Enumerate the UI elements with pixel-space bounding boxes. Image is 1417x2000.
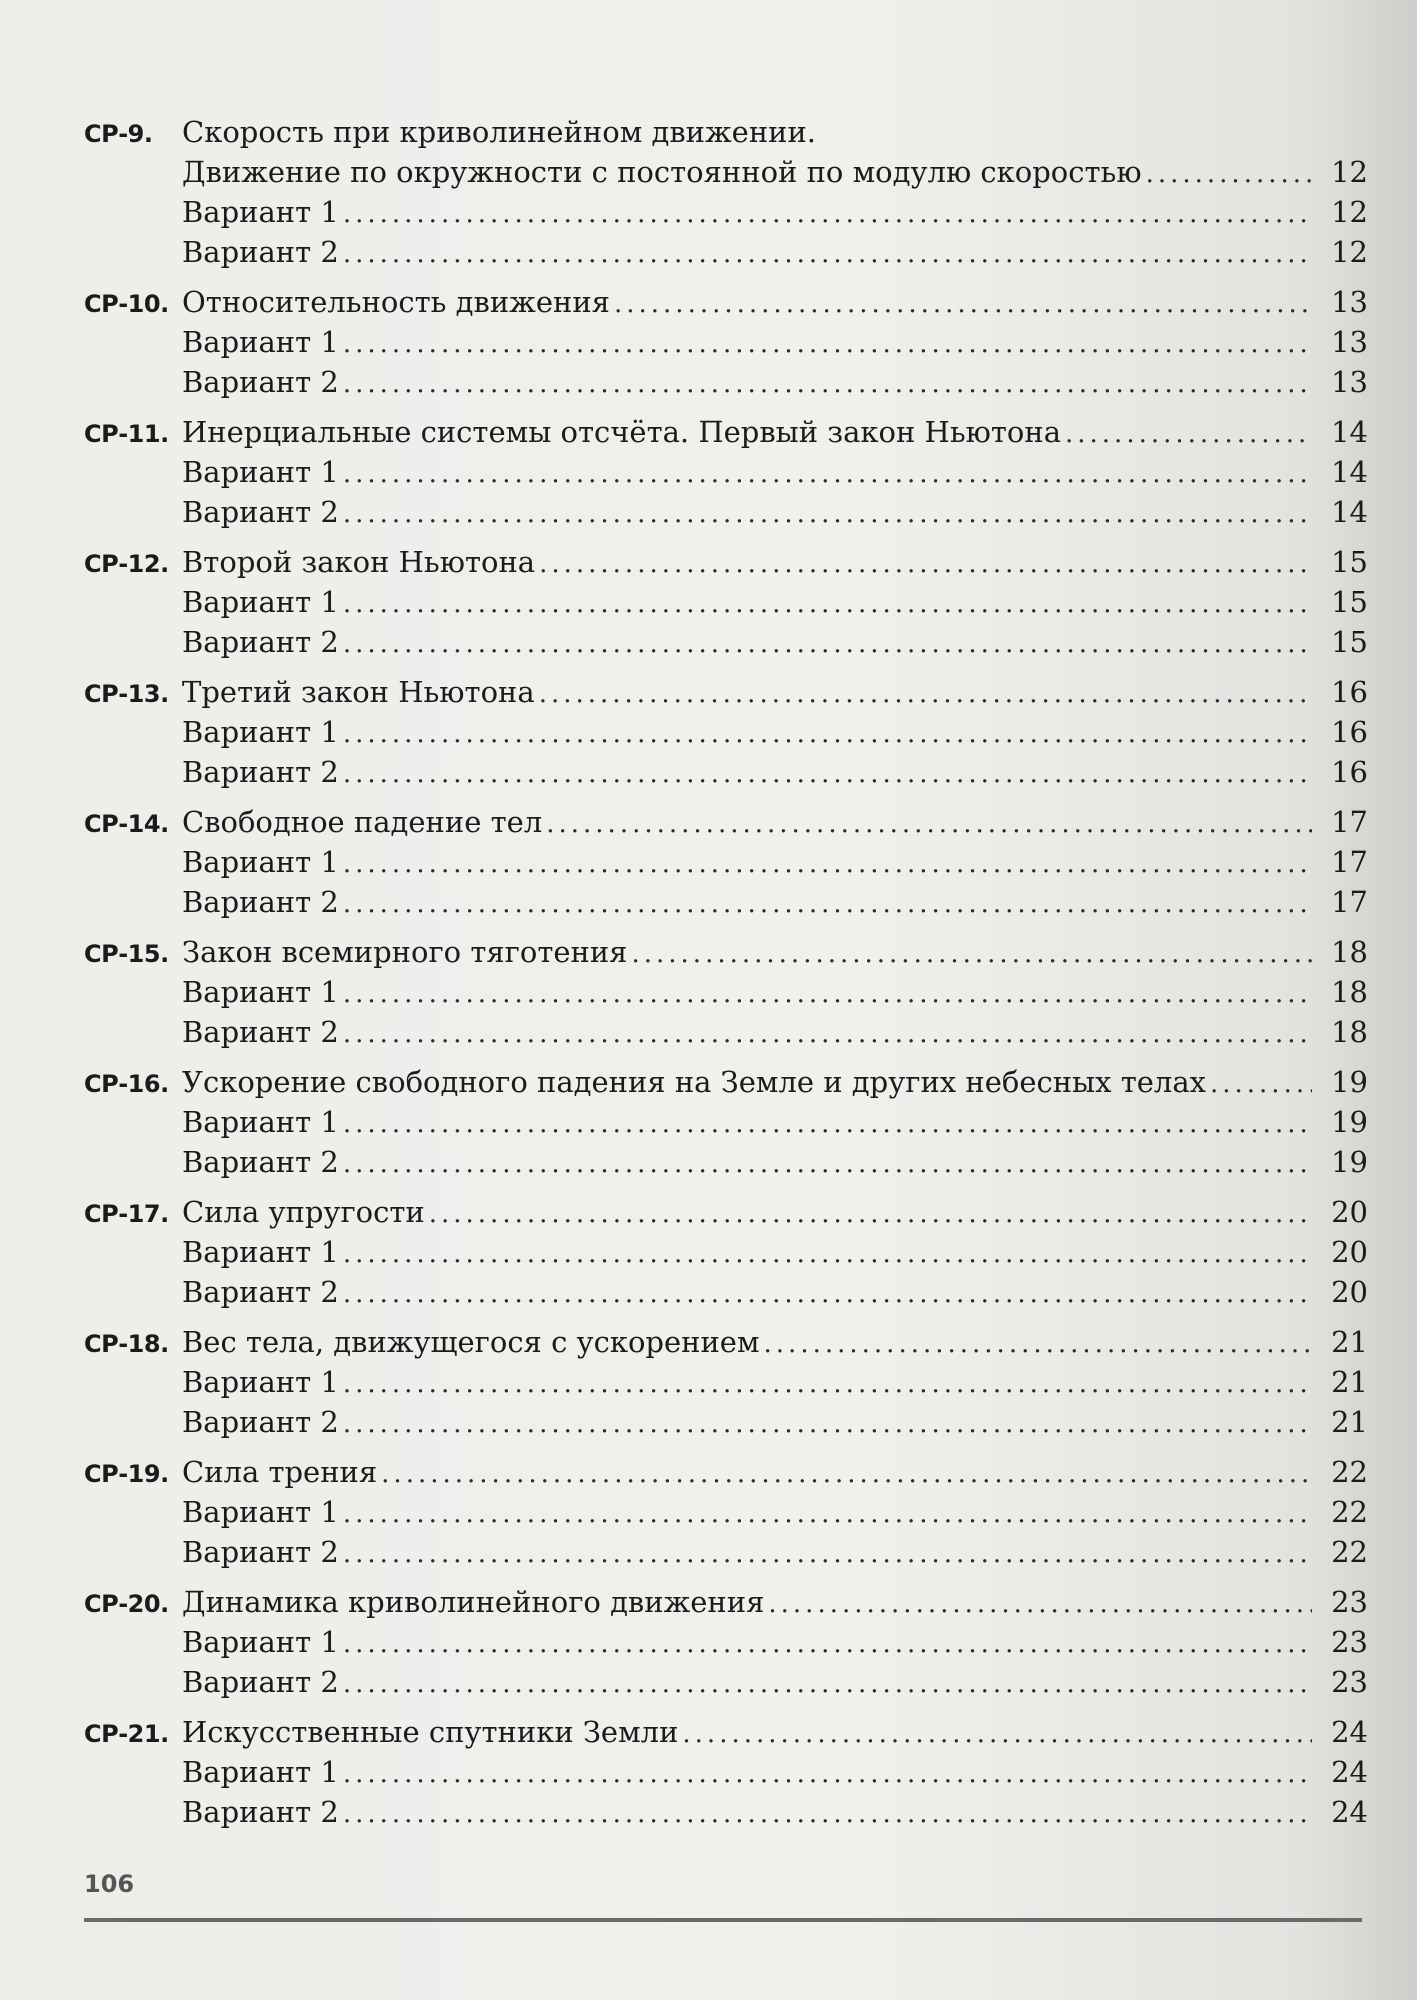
toc-title: Третий закон Ньютона bbox=[182, 675, 535, 709]
toc-title: Ускорение свободного падения на Земле и других небесных телах bbox=[182, 1065, 1206, 1099]
toc-page-number: 13 bbox=[1331, 365, 1368, 399]
dot-leader bbox=[343, 234, 1312, 274]
toc-page-number: 19 bbox=[1331, 1145, 1368, 1179]
toc-page-number: 21 bbox=[1331, 1365, 1368, 1399]
toc-subline[interactable] bbox=[84, 752, 1368, 792]
toc-entry bbox=[84, 802, 1368, 922]
toc-title: Вариант 1 bbox=[182, 975, 339, 1009]
toc-subline[interactable] bbox=[84, 882, 1368, 922]
section-code: СР-18. bbox=[84, 1330, 169, 1358]
dot-leader bbox=[1065, 414, 1312, 454]
section-code: СР-19. bbox=[84, 1460, 169, 1488]
toc-page-number: 18 bbox=[1331, 935, 1368, 969]
dot-leader bbox=[381, 1454, 1312, 1494]
dot-leader bbox=[539, 544, 1312, 584]
dot-leader bbox=[343, 974, 1312, 1014]
toc-title: Сила трения bbox=[182, 1455, 378, 1489]
toc-title: Вариант 2 bbox=[182, 625, 339, 659]
toc-page-number: 21 bbox=[1331, 1325, 1368, 1359]
toc-page-number: 19 bbox=[1331, 1105, 1368, 1139]
toc-heading-line[interactable] bbox=[84, 1192, 1368, 1232]
toc-page-number: 14 bbox=[1331, 495, 1368, 529]
dot-leader bbox=[343, 844, 1312, 884]
dot-leader bbox=[343, 1364, 1312, 1404]
toc-title: Вариант 1 bbox=[182, 1235, 339, 1269]
toc-page-number: 13 bbox=[1331, 285, 1368, 319]
toc-page-number: 14 bbox=[1331, 455, 1368, 489]
toc-heading-line[interactable] bbox=[84, 412, 1368, 452]
section-code: СР-10. bbox=[84, 290, 169, 318]
toc-page-number: 21 bbox=[1331, 1405, 1368, 1439]
toc-title: Вариант 2 bbox=[182, 1665, 339, 1699]
dot-leader bbox=[343, 1234, 1312, 1274]
toc-page-number: 19 bbox=[1331, 1065, 1368, 1099]
dot-leader bbox=[343, 1494, 1312, 1534]
toc-entry bbox=[84, 282, 1368, 402]
dot-leader bbox=[343, 194, 1312, 234]
toc-page-number: 23 bbox=[1331, 1625, 1368, 1659]
toc-page-number: 16 bbox=[1331, 715, 1368, 749]
dot-leader bbox=[343, 1404, 1312, 1444]
dot-leader bbox=[682, 1714, 1312, 1754]
toc-page-number: 14 bbox=[1331, 415, 1368, 449]
toc-title: Закон всемирного тяготения bbox=[182, 935, 628, 969]
toc-subline[interactable] bbox=[84, 1142, 1368, 1182]
toc-title: Вариант 1 bbox=[182, 1625, 339, 1659]
toc-page-number: 13 bbox=[1331, 325, 1368, 359]
toc-title: Вариант 1 bbox=[182, 195, 339, 229]
toc-page-number: 20 bbox=[1331, 1195, 1368, 1229]
toc-heading-line[interactable] bbox=[84, 1062, 1368, 1102]
toc-subline[interactable] bbox=[84, 1622, 1368, 1662]
section-code: СР-16. bbox=[84, 1070, 169, 1098]
section-code: СР-11. bbox=[84, 420, 169, 448]
toc-page-number: 16 bbox=[1331, 675, 1368, 709]
toc-subline[interactable] bbox=[84, 232, 1368, 272]
toc-title: Вариант 2 bbox=[182, 755, 339, 789]
toc-page-number: 20 bbox=[1331, 1235, 1368, 1269]
toc-title: Вариант 2 bbox=[182, 1145, 339, 1179]
toc-title: Вариант 1 bbox=[182, 845, 339, 879]
section-code: СР-17. bbox=[84, 1200, 169, 1228]
dot-leader bbox=[343, 624, 1312, 664]
toc-title: Вариант 1 bbox=[182, 1495, 339, 1529]
toc-heading-line[interactable] bbox=[84, 1712, 1368, 1752]
dot-leader bbox=[343, 324, 1312, 364]
toc-heading-line[interactable] bbox=[84, 1322, 1368, 1362]
dot-leader bbox=[429, 1194, 1312, 1234]
section-code: СР-21. bbox=[84, 1720, 169, 1748]
toc-page-number: 22 bbox=[1331, 1455, 1368, 1489]
toc-title: Вариант 2 bbox=[182, 235, 339, 269]
toc-title: Вариант 2 bbox=[182, 885, 339, 919]
toc-page-number: 15 bbox=[1331, 545, 1368, 579]
footer-rule bbox=[84, 1918, 1362, 1922]
dot-leader bbox=[343, 714, 1312, 754]
toc-subline[interactable] bbox=[84, 972, 1368, 1012]
dot-leader bbox=[764, 1324, 1312, 1364]
toc-page-number: 16 bbox=[1331, 755, 1368, 789]
toc-page-number: 23 bbox=[1331, 1665, 1368, 1699]
toc-title: Вариант 1 bbox=[182, 1755, 339, 1789]
toc-subline[interactable] bbox=[84, 322, 1368, 362]
section-code: СР-14. bbox=[84, 810, 169, 838]
toc-subline[interactable] bbox=[84, 1232, 1368, 1272]
toc-subline[interactable] bbox=[84, 1402, 1368, 1442]
toc-title: Вариант 2 bbox=[182, 1535, 339, 1569]
dot-leader bbox=[343, 1754, 1312, 1794]
toc-entry bbox=[84, 932, 1368, 1052]
toc-page-number: 15 bbox=[1331, 585, 1368, 619]
dot-leader bbox=[343, 1274, 1312, 1314]
toc-subline[interactable] bbox=[84, 1012, 1368, 1052]
section-code: СР-9. bbox=[84, 120, 153, 148]
toc-title: Вариант 1 bbox=[182, 325, 339, 359]
toc-heading-line[interactable] bbox=[84, 542, 1368, 582]
toc-subline[interactable] bbox=[84, 362, 1368, 402]
toc-page-number: 17 bbox=[1331, 885, 1368, 919]
toc-entry bbox=[84, 112, 1368, 272]
toc-heading-line[interactable] bbox=[84, 932, 1368, 972]
toc-page-number: 23 bbox=[1331, 1585, 1368, 1619]
toc-title: Вариант 2 bbox=[182, 1015, 339, 1049]
dot-leader bbox=[343, 1104, 1312, 1144]
toc-page-number: 12 bbox=[1331, 235, 1368, 269]
dot-leader bbox=[631, 934, 1312, 974]
toc-title: Вариант 2 bbox=[182, 495, 339, 529]
toc-subline[interactable] bbox=[84, 452, 1368, 492]
section-code: СР-13. bbox=[84, 680, 169, 708]
toc-page-number: 18 bbox=[1331, 1015, 1368, 1049]
toc-title: Вариант 1 bbox=[182, 715, 339, 749]
toc-subline[interactable] bbox=[84, 1532, 1368, 1572]
toc-title: Вариант 1 bbox=[182, 455, 339, 489]
toc-title: Вариант 2 bbox=[182, 1275, 339, 1309]
toc-page-number: 17 bbox=[1331, 845, 1368, 879]
toc-page-number: 18 bbox=[1331, 975, 1368, 1009]
dot-leader bbox=[343, 1534, 1312, 1574]
toc-page-number: 12 bbox=[1331, 195, 1368, 229]
toc-title: Вариант 2 bbox=[182, 1405, 339, 1439]
dot-leader bbox=[343, 1624, 1312, 1664]
section-code: СР-12. bbox=[84, 550, 169, 578]
toc-subline[interactable] bbox=[84, 152, 1368, 192]
toc-subline[interactable] bbox=[84, 1272, 1368, 1312]
dot-leader bbox=[343, 494, 1312, 534]
toc-entry bbox=[84, 1062, 1368, 1182]
toc-page-number: 15 bbox=[1331, 625, 1368, 659]
toc-heading-line[interactable] bbox=[84, 802, 1368, 842]
toc-heading-line[interactable] bbox=[84, 1452, 1368, 1492]
section-code: СР-20. bbox=[84, 1590, 169, 1618]
dot-leader bbox=[343, 1664, 1312, 1704]
toc-subline[interactable] bbox=[84, 1492, 1368, 1532]
toc-page-number: 24 bbox=[1331, 1755, 1368, 1789]
toc-entry bbox=[84, 412, 1368, 532]
toc-title: Второй закон Ньютона bbox=[182, 545, 536, 579]
toc-subline[interactable] bbox=[84, 1752, 1368, 1792]
toc-page-number: 22 bbox=[1331, 1535, 1368, 1569]
dot-leader bbox=[343, 754, 1312, 794]
toc-title: Свободное падение тел bbox=[182, 805, 543, 839]
toc-page-number: 24 bbox=[1331, 1795, 1368, 1829]
dot-leader bbox=[1146, 154, 1312, 194]
dot-leader bbox=[343, 584, 1312, 624]
toc-subline[interactable] bbox=[84, 1662, 1368, 1702]
toc-page-number: 17 bbox=[1331, 805, 1368, 839]
toc-title: Вес тела, движущегося с ускорением bbox=[182, 1325, 760, 1359]
toc-subline[interactable] bbox=[84, 622, 1368, 662]
toc-title: Вариант 1 bbox=[182, 1105, 339, 1139]
dot-leader bbox=[343, 364, 1312, 404]
toc-title: Скорость при криволинейном движении. bbox=[182, 115, 817, 149]
toc-title: Вариант 1 bbox=[182, 585, 339, 619]
toc-heading-line[interactable] bbox=[84, 1582, 1368, 1622]
toc-heading-line[interactable] bbox=[84, 672, 1368, 712]
toc-entry bbox=[84, 672, 1368, 792]
toc-subline[interactable] bbox=[84, 712, 1368, 752]
toc-entry bbox=[84, 1582, 1368, 1702]
dot-leader bbox=[343, 1794, 1312, 1834]
toc-entry bbox=[84, 542, 1368, 662]
toc-heading-line[interactable] bbox=[84, 112, 1368, 152]
dot-leader bbox=[343, 1014, 1312, 1054]
toc-entry bbox=[84, 1322, 1368, 1442]
toc-page-number: 22 bbox=[1331, 1495, 1368, 1529]
toc-subline[interactable] bbox=[84, 1102, 1368, 1142]
toc-title: Динамика криволинейного движения bbox=[182, 1585, 765, 1619]
toc-subline[interactable] bbox=[84, 192, 1368, 232]
toc-title: Вариант 2 bbox=[182, 1795, 339, 1829]
toc-subline[interactable] bbox=[84, 492, 1368, 532]
toc-subline[interactable] bbox=[84, 1792, 1368, 1832]
toc-entry bbox=[84, 1192, 1368, 1312]
toc-subline[interactable] bbox=[84, 842, 1368, 882]
dot-leader bbox=[343, 884, 1312, 924]
dot-leader bbox=[343, 1144, 1312, 1184]
dot-leader bbox=[768, 1584, 1312, 1624]
dot-leader bbox=[343, 454, 1312, 494]
toc-entry bbox=[84, 1452, 1368, 1572]
table-of-contents bbox=[84, 112, 1368, 1842]
toc-subline[interactable] bbox=[84, 582, 1368, 622]
dot-leader bbox=[539, 674, 1312, 714]
toc-title: Вариант 1 bbox=[182, 1365, 339, 1399]
dot-leader bbox=[1210, 1064, 1312, 1104]
dot-leader bbox=[614, 284, 1312, 324]
toc-subline[interactable] bbox=[84, 1362, 1368, 1402]
toc-title: Сила упругости bbox=[182, 1195, 425, 1229]
toc-title: Искусственные спутники Земли bbox=[182, 1715, 679, 1749]
toc-title: Вариант 2 bbox=[182, 365, 339, 399]
toc-title: Движение по окружности с постоянной по модулю скоростью bbox=[182, 155, 1142, 189]
toc-heading-line[interactable] bbox=[84, 282, 1368, 322]
page-number: 106 bbox=[84, 1870, 135, 1898]
toc-page-number: 20 bbox=[1331, 1275, 1368, 1309]
toc-title: Относительность движения bbox=[182, 285, 610, 319]
toc-page-number: 12 bbox=[1331, 155, 1368, 189]
dot-leader bbox=[546, 804, 1312, 844]
toc-title: Инерциальные системы отсчёта. Первый закон Ньютона bbox=[182, 415, 1061, 449]
section-code: СР-15. bbox=[84, 940, 169, 968]
toc-page-number: 24 bbox=[1331, 1715, 1368, 1749]
toc-entry bbox=[84, 1712, 1368, 1832]
